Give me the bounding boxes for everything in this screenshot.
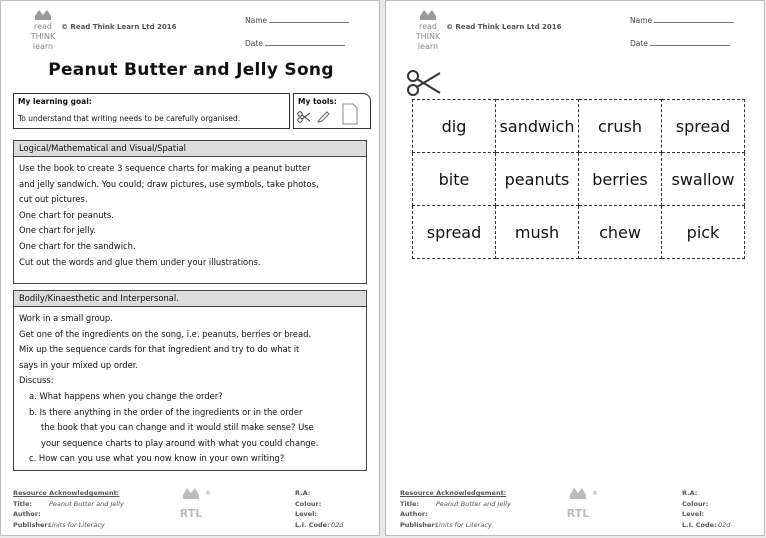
footer-heading: Resource Acknowledgement: [13,489,120,497]
ra-label: R.A: [682,489,698,497]
resource-codes [295,488,375,530]
name-line [654,15,734,23]
registered-mark: ® [205,490,211,497]
word-cards-grid [412,99,745,259]
section-logical-visual [13,140,367,284]
registered-mark: ® [592,490,598,497]
li-code-label: L.I. Code: [295,520,330,529]
footer-publisher-label: Publisher: [400,520,438,529]
name-label: Name [245,16,268,25]
card-row [413,100,745,153]
footer-publisher-label: Publisher: [13,520,51,529]
word-card[interactable]: berries [579,153,662,206]
section-line: One chart for the sandwich. [19,240,136,251]
discussion-item: c. How can you use what you now know in your own writing? [29,453,285,464]
learning-goal-text: To understand that writing needs to be carefully organised. [18,114,241,123]
li-code-value: 02d [331,520,344,529]
scissors-icon [297,110,311,124]
word-card[interactable]: dig [413,100,496,153]
section-line: and jelly sandwich. You could; draw pictures, use symbols, take photos, [19,178,319,189]
date-field[interactable] [630,38,730,48]
section-line: Mix up the sequence cards for that ingredient and try to do what it [19,344,300,355]
date-label: Date [245,39,263,48]
footer-author-label: Author: [400,510,428,518]
resource-codes [682,488,762,530]
resource-acknowledgement [400,488,550,530]
level-label: Level: [295,510,318,518]
learning-goal-heading: My learning goal: [18,97,92,106]
word-card[interactable]: sandwich [496,100,579,153]
read-think-learn-logo-icon [27,8,59,52]
scissors-cut-icon [406,69,442,97]
footer-title-value: Peanut Butter and Jelly [49,499,124,508]
rtl-logo-icon [177,487,211,523]
section-heading: Bodily/Kinaesthetic and Interpersonal. [14,291,366,307]
word-card[interactable]: spread [662,100,745,153]
word-card[interactable]: pick [662,206,745,259]
learning-goal-box [13,93,290,129]
discussion-item-cont: the book that you can change and it would still make sense? Use [41,422,314,433]
colour-label: Colour: [682,499,709,508]
section-line: Cut out the words and glue them under your illustrations. [19,256,261,267]
left-page [0,0,380,536]
name-line [269,15,349,23]
right-page [385,0,765,536]
discussion-item: a. What happens when you change the order? [29,390,223,401]
footer-title-label: Title: [13,499,33,508]
section-line: Work in a small group. [19,313,113,323]
date-label: Date [630,39,648,48]
colour-label: Colour: [295,499,322,508]
resource-acknowledgement [13,488,163,530]
pencil-icon [316,111,330,124]
discussion-item-cont: your sequence charts to play around with what you could change. [41,437,319,448]
discussion-item: b. Is there anything in the order of the ingredients or in the order [29,406,303,417]
li-code-label: L.I. Code: [682,520,717,529]
card-row [413,153,745,206]
section-line: Discuss: [19,375,54,386]
section-bodily-interpersonal [13,290,367,471]
section-body [14,157,366,270]
rtl-text: RTL [179,507,203,520]
section-line: says in your mixed up order. [19,359,139,370]
date-line [650,38,730,46]
ra-label: R.A: [295,489,311,497]
name-field[interactable] [630,15,734,25]
word-card[interactable]: chew [579,206,662,259]
paper-icon [342,103,358,125]
section-line: Get one of the ingredients on the song, i.e. peanuts, berries or bread. [19,328,312,339]
name-field[interactable] [245,15,349,25]
date-field[interactable] [245,38,345,48]
section-body [14,307,366,467]
footer-title-label: Title: [400,499,420,508]
footer-author-label: Author: [13,510,41,518]
svg-text:learn: learn [32,42,54,51]
copyright-text: © Read Think Learn Ltd 2016 [446,23,562,31]
footer-heading: Resource Acknowledgement: [400,489,507,497]
rtl-logo-icon [564,487,598,523]
section-line: cut out pictures. [19,194,88,205]
copyright-text: © Read Think Learn Ltd 2016 [61,23,177,31]
section-line: One chart for jelly. [19,225,96,236]
li-code-value: 02d [718,520,731,529]
svg-text:learn: learn [417,42,439,51]
footer-publisher-value: Units for Literacy [49,520,105,529]
word-card[interactable]: bite [413,153,496,206]
word-card[interactable]: spread [413,206,496,259]
footer-publisher-value: Units for Literacy [436,520,492,529]
word-card[interactable]: mush [496,206,579,259]
page-title: Peanut Butter and Jelly Song [48,60,334,80]
word-card[interactable]: swallow [662,153,745,206]
footer-title-value: Peanut Butter and Jelly [436,499,511,508]
section-line: Use the book to create 3 sequence charts for making a peanut butter [19,163,311,173]
rtl-text: RTL [566,507,590,520]
read-think-learn-logo-icon [412,8,444,52]
svg-text:read: read [418,22,438,31]
date-line [265,38,345,46]
section-heading: Logical/Mathematical and Visual/Spatial [14,141,366,157]
section-line: One chart for peanuts. [19,209,114,220]
word-card[interactable]: peanuts [496,153,579,206]
svg-text:read: read [33,22,53,31]
card-row [413,206,745,259]
tools-box [293,93,371,129]
name-label: Name [630,16,653,25]
word-card[interactable]: crush [579,100,662,153]
svg-text:THINK: THINK [415,32,441,41]
level-label: Level: [682,510,705,518]
tools-heading: My tools: [298,97,337,106]
svg-text:THINK: THINK [30,32,56,41]
